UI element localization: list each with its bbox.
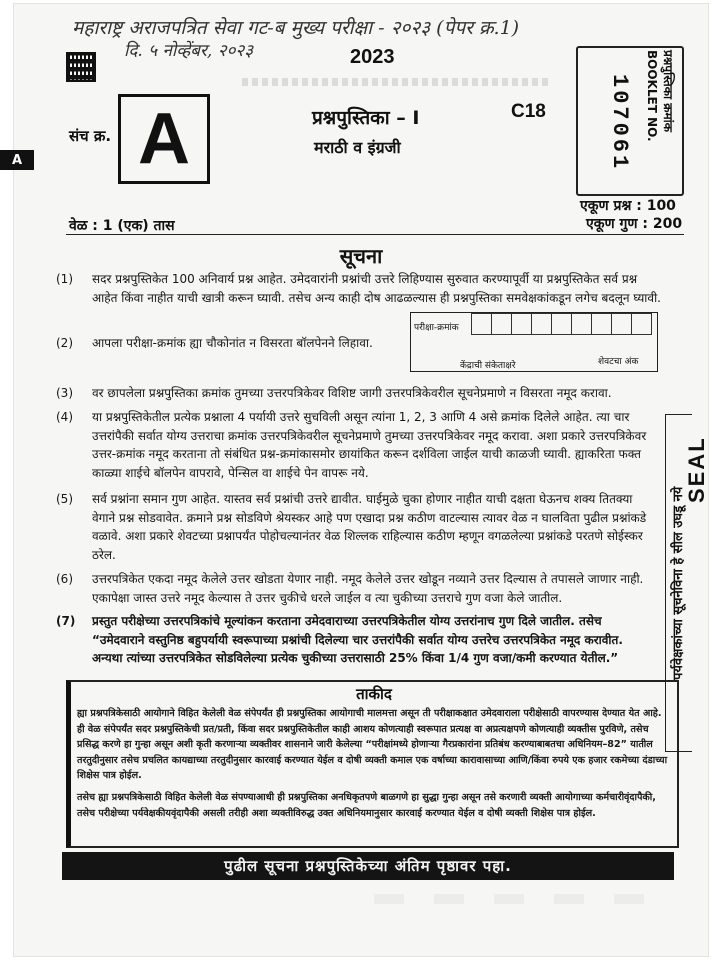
booklet-number-label: प्रश्नपुस्तिका क्रमांक BOOKLET NO. [645,50,675,142]
instruction-item [56,490,656,566]
instruction-text: या प्रश्नपुस्तिकेतील प्रत्येक प्रश्नाला 4 पर्यायी उत्तरे सुचविली असून त्यांना 1, 2, 3 आणि 4 असे क्रमांक दिलेले आहेत. त्या चार उत्तरांपैकी सर्वात योग्य उत्तराचा क्रमांक उत्तरपत्रिकेवरील सूचनेप्रमाणे तुमच्या उत्तरपत्रिकेवर नमूद करावा. अशा प्रकारे उत्तरपत्रिकेवर उत्तर-क्रमांक नमूद करताना तो संबंधित प्रश्न-क्रमांकासमोर छायांकित करून दर्शविला जाईल याची काळजी घ्यावी. ह्याकरिता फक्त काळ्या शाईचे बॉलपेन वापरावे, पेन्सिल वा शाईचे पेन वापरू नये. [92,410,647,480]
scan-artifact [374,894,674,904]
instruction-number: (4) [56,410,73,424]
roll-number-label: परीक्षा-क्रमांक [414,323,459,333]
handwritten-exam-date: दि. ५ नोव्हेंबर, २०२३ [124,41,254,61]
roll-center-code-label: केंद्राची संकेताक्षरे [460,361,516,371]
warning-title: ताकीद [356,685,392,703]
booklet-subject: मराठी व इंग्रजी [314,138,401,157]
instruction-number: (7) [56,614,76,628]
series-label: संच क्र. [69,127,112,145]
header-divider [66,234,684,235]
roll-cell[interactable] [531,313,552,335]
instruction-item [56,384,660,404]
roll-cell[interactable] [631,313,652,335]
seal-label: SEAL [684,436,709,504]
series-side-tag: A [0,150,34,170]
roll-cell[interactable] [611,313,632,335]
instructions-heading: सूचना [339,244,383,268]
roll-cell[interactable] [591,313,612,335]
qr-code-icon [66,52,96,82]
roll-cell[interactable] [511,313,532,335]
roll-cell[interactable] [491,313,512,335]
exam-time: वेळ : 1 (एक) तास [69,218,175,234]
booklet-code: C18 [511,101,546,122]
exam-year: 2023 [350,46,395,68]
instruction-text: आपला परीक्षा-क्रमांक ह्या चौकोनांत न विसरता बॉलपेनने लिहावा. [92,336,373,350]
booklet-title: प्रश्नपुस्तिका – I [312,107,420,129]
question-booklet-page [14,4,708,956]
roll-last-digit-label: शेवटचा अंक [598,357,639,367]
footer-banner: पुढील सूचना प्रश्नपुस्तिकेच्या अंतिम पृष्ठावर पहा. [62,852,674,880]
series-letter: A [138,99,190,179]
faint-print-strip [242,78,552,86]
roll-cell[interactable] [551,313,572,335]
instruction-number: (2) [56,336,73,350]
instruction-text: उत्तरपत्रिकेत एकदा नमूद केलेले उत्तर खोडता येणार नाही. नमूद केलेले उत्तर खोडून नव्याने उत्तर दिल्यास ते तपासले जाणार नाही. एकापेक्षा जास्त उत्तरे नमूद केल्यास ते उत्तर चुकीचे धरले जाईल व त्या चुकीच्या उत्तराचे गुण वजा केले जातील. [92,572,644,605]
instruction-text: सदर प्रश्नपुस्तिकेत 100 अनिवार्य प्रश्न आहेत. उमेदवारांनी प्रश्नांची उत्तरे लिहिण्यास सुरुवात करण्यापूर्वी या प्रश्नपुस्तिकेत सर्व प्रश्न आहेत किंवा नाहीत याची खात्री करून घ्यावी. तसेच अन्य काही दोष आढळल्यास ही प्रश्नपुस्तिका समवेक्षकांकडून लगेच बदलून घ्यावी. [92,272,661,305]
warning-paragraph-2: तसेच ह्या प्रश्नपत्रिकेसाठी विहित केलेली वेळ संपण्याआधी ही प्रश्नपुस्तिका अनधिकृतपणे बाळगणे हा सुद्धा गुन्हा असून तसे करणारी व्यक्ती आयोगाच्या कर्मचारीवृंदापैकी, तसेच परीक्षेच्या पर्यवेक्षकीयवृंदापैकी असली तरीही अशा व्यक्तीविरुद्ध उक्त अधिनियमानुसार कारवाई करण्यात येईल व दोषी व्यक्ती शिक्षेस पात्र होईल. [77,792,656,819]
roll-cell[interactable] [471,313,492,335]
instruction-number: (6) [56,572,73,586]
instruction-text: प्रस्तुत परीक्षेच्या उत्तरपत्रिकांचे मूल्यांकन करताना उमेदवाराच्या उत्तरपत्रिकेतील योग्य उत्तरांनाच गुण दिले जातील. तसेच “उमेदवाराने वस्तुनिष्ठ बहुपर्यायी स्वरूपाच्या प्रश्नांची दिलेल्या चार उत्तरांपैकी सर्वात योग्य उत्तरेच उत्तरपत्रिकेत नमूद करावीत. अन्यथा त्यांच्या उत्तरपत्रिकेत सोडविलेल्या प्रत्येक चुकीच्या उत्तरासाठी 25% किंवा 1/4 गुण वजा/कमी करण्यात येतील.” [92,614,623,665]
warning-paragraph-1: ह्या प्रश्नपत्रिकेसाठी आयोगाने विहित केलेली वेळ संपेपर्यंत ही प्रश्नपुस्तिका आयोगाची मालमत्ता असून ती परीक्षाकक्षात उमेदवाराला परीक्षेसाठी वापरण्यास देण्यात येत आहे. ही वेळ संपेपर्यंत सदर प्रश्नपुस्तिकेची प्रत/प्रती, किंवा सदर प्रश्नपुस्तिकेतील काही आशय कोणत्याही स्वरूपात प्रत्यक्ष वा अप्रत्यक्षपणे कोणत्याही व्यक्तीस पुरविणे, तसेच प्रसिद्ध करणे हा गुन्हा असून अशी कृती करणाऱ्या व्यक्तीवर शासनाने जारी केलेल्या “परीक्षांमध्ये होणाऱ्या गैरप्रकारांना प्रतिबंध करण्याबाबतचा अधिनियम–82” यातील तरतुदीनुसार तसेच प्रचलित कायद्याच्या तरतुदीनुसार कारवाई करण्यात येईल व दोषी व्यक्ती कमाल एक वर्षाच्या कारावासाच्या आणि/किंवा रुपये एक हजार रकमेच्या दंडाच्या शिक्षेस पात्र होईल. [77,708,668,782]
roll-cell[interactable] [571,313,592,335]
booklet-number: 107061 [607,74,632,172]
instruction-number: (1) [56,272,73,286]
instruction-text: सर्व प्रश्नांना समान गुण आहेत. यास्तव सर्व प्रश्नांची उत्तरे द्यावीत. घाईमुळे चुका होणार नाहीत याची दक्षता घेऊनच शक्य तितक्या वेगाने प्रश्न सोडवावेत. क्रमाने प्रश्न सोडविणे श्रेयस्कर आहे पण एखादा प्रश्न कठीण वाटल्यास त्यावर वेळ न घालविता पुढील प्रश्नांकडे वळावे. अशा प्रकारे शेवटच्या प्रश्नापर्यंत पोहोचल्यानंतर वेळ शिल्लक राहिल्यास कठीण म्हणून वगळलेल्या प्रश्नांकडे परतणे सोईस्कर ठरेल. [92,492,647,562]
instruction-item [56,334,406,354]
series-letter-box [118,94,210,184]
instruction-text: वर छापलेला प्रश्नपुस्तिका क्रमांक तुमच्या उत्तरपत्रिकेवर विशिष्ट जागी उत्तरपत्रिकेवरील सूचनेप्रमाणे न विसरता नमूद करावा. [92,386,612,400]
total-marks: एकूण गुण : 200 [586,216,683,232]
instruction-item [56,408,656,484]
handwritten-exam-title: महाराष्ट्र अराजपत्रित सेवा गट-ब मुख्य परीक्षा - २०२३ (पेपर क्र.1) [72,17,520,39]
total-questions: एकूण प्रश्न : 100 [580,198,676,214]
instruction-number: (5) [56,492,73,506]
warning-box [66,680,679,848]
instruction-item [56,570,656,608]
instruction-item [56,612,656,670]
instruction-number: (3) [56,386,73,400]
seal-warning-text: पर्यवेक्षकांच्या सूचनेविना हे सील उघडू नये [671,486,686,680]
roll-number-cells[interactable] [472,313,652,335]
